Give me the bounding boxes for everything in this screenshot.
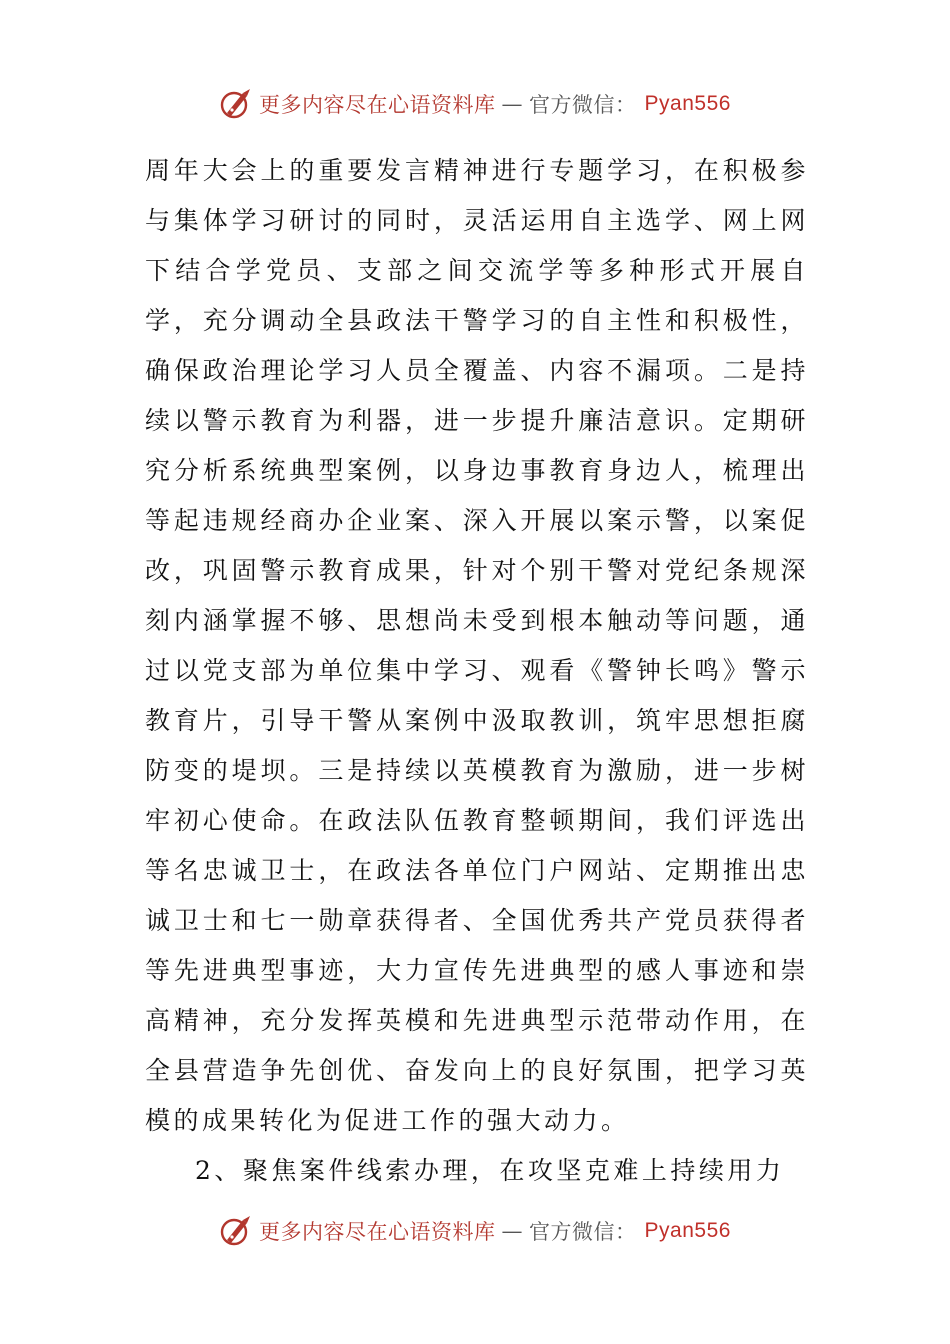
section-heading: 2、聚焦案件线索办理，在攻坚克难上持续用力	[195, 1156, 785, 1185]
watermark-account: Pyan556	[644, 92, 731, 115]
watermark-site-name: 更多内容尽在心语资料库	[259, 1220, 496, 1244]
footer-watermark	[0, 1211, 950, 1251]
body-paragraph: 周年大会上的重要发言精神进行专题学习，在积极参与集体学习研讨的同时，灵活运用自主选学、网上网下结合学党员、支部之间交流学等多种形式开展自学，充分调动全县政法干警学习的自主性和积极性，确保政治理论学习人员全覆盖、内容不漏项。二是持续以警示教育为利器，进一步提升廉洁意识。定期研究分析系统典型案例，以身边事教育身边人，梳理出等起违规经商办企业案、深入开展以案示警，以案促改，巩固警示教育成果，针对个别干警对党纪条规深刻内涵掌握不够、思想尚未受到根本触动等问题，通过以党支部为单位集中学习、观看《警钟长鸣》警示教育片，引导干警从案例中汲取教训，筑牢思想拒腐防变的堤坝。三是持续以英模教育为激励，进一步树牢初心使命。在政法队伍教育整顿期间，我们评选出等名忠诚卫士，在政法各单位门户网站、定期推出忠诚卫士和七一勋章获得者、全国优秀共产党员获得者等先进典型事迹，大力宣传先进典型的感人事迹和崇高精神，充分发挥英模和先进典型示范带动作用，在全县营造争先创优、奋发向上的良好氛围，把学习英模的成果转化为促进工作的强大动力。	[145, 156, 809, 1135]
watermark-dash: —	[501, 1219, 524, 1243]
watermark-dash: —	[501, 92, 524, 116]
watermark-site-name: 更多内容尽在心语资料库	[259, 93, 496, 117]
pen-logo-icon	[219, 87, 253, 121]
header-watermark	[0, 84, 950, 124]
watermark-official-label: 官方微信：	[529, 1220, 637, 1244]
watermark-official-label: 官方微信：	[529, 93, 637, 117]
watermark-account: Pyan556	[644, 1219, 731, 1242]
document-body	[145, 146, 809, 1196]
pen-logo-icon	[219, 1214, 253, 1248]
